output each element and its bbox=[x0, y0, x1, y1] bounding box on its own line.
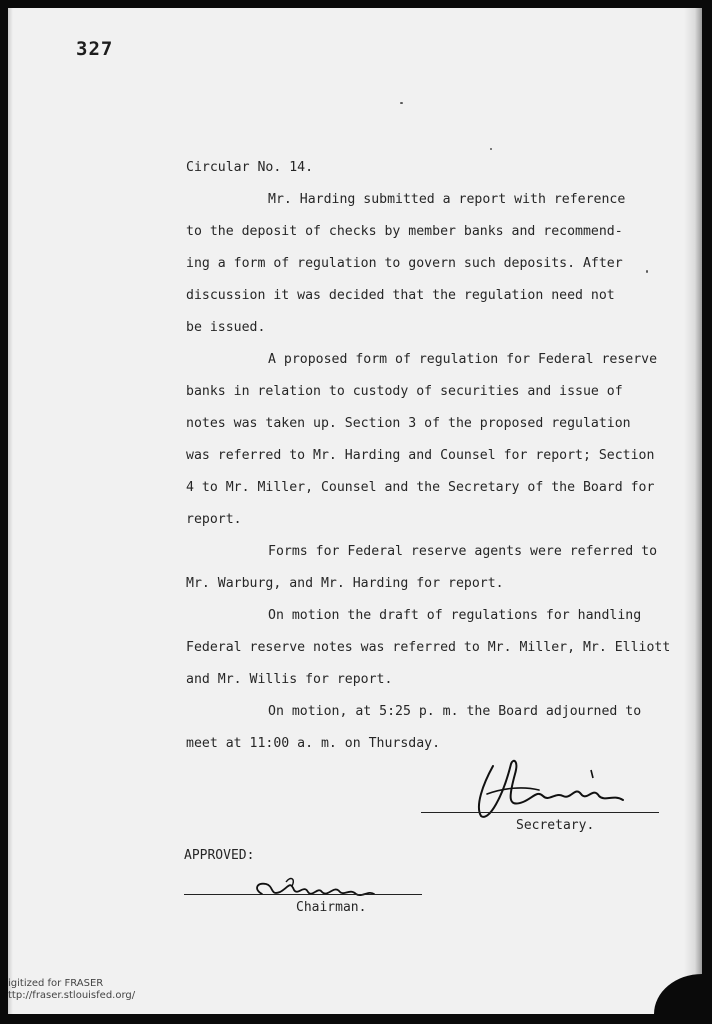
body-line: notes was taken up. Section 3 of the proposed regulation bbox=[186, 416, 631, 431]
speck bbox=[400, 102, 403, 104]
chairman-label: Chairman. bbox=[296, 900, 367, 915]
body-line: to the deposit of checks by member banks and recommend- bbox=[186, 224, 623, 239]
fraser-watermark-line1: igitized for FRASER bbox=[8, 978, 104, 989]
body-line: was referred to Mr. Harding and Counsel for report; Section bbox=[186, 448, 655, 463]
body-line: report. bbox=[186, 512, 242, 527]
body-line: Federal reserve notes was referred to Mr. Miller, Mr. Elliott bbox=[186, 640, 671, 655]
page-curl bbox=[654, 974, 702, 1014]
body-line: Mr. Harding submitted a report with reference bbox=[268, 192, 626, 207]
body-line: be issued. bbox=[186, 320, 266, 335]
body-line: discussion it was decided that the regulation need not bbox=[186, 288, 615, 303]
secretary-label: Secretary. bbox=[516, 818, 595, 833]
secretary-signature bbox=[463, 756, 663, 826]
body-line: Forms for Federal reserve agents were referred to bbox=[268, 544, 658, 559]
circular-heading: Circular No. 14. bbox=[186, 160, 314, 175]
body-line: banks in relation to custody of securities and issue of bbox=[186, 384, 623, 399]
body-line: meet at 11:00 a. m. on Thursday. bbox=[186, 736, 441, 751]
body-line: 4 to Mr. Miller, Counsel and the Secretary of the Board for bbox=[186, 480, 655, 495]
body-line: A proposed form of regulation for Federal reserve bbox=[268, 352, 658, 367]
body-line: and Mr. Willis for report. bbox=[186, 672, 393, 687]
document-page bbox=[8, 8, 702, 1014]
body-line: On motion the draft of regulations for handling bbox=[268, 608, 642, 623]
body-line: ing a form of regulation to govern such deposits. After bbox=[186, 256, 623, 271]
body-line: On motion, at 5:25 p. m. the Board adjourned to bbox=[268, 704, 642, 719]
page-number: 327 bbox=[76, 38, 114, 60]
chairman-signature-line bbox=[184, 894, 422, 895]
speck bbox=[490, 148, 492, 150]
fraser-watermark-line2: ttp://fraser.stlouisfed.org/ bbox=[8, 990, 136, 1001]
secretary-signature-line bbox=[421, 812, 659, 813]
body-line: Mr. Warburg, and Mr. Harding for report. bbox=[186, 576, 504, 591]
chairman-signature bbox=[246, 872, 386, 902]
page-left-edge bbox=[8, 8, 13, 1014]
page-right-edge bbox=[684, 8, 702, 1014]
approved-label: APPROVED: bbox=[184, 848, 255, 863]
